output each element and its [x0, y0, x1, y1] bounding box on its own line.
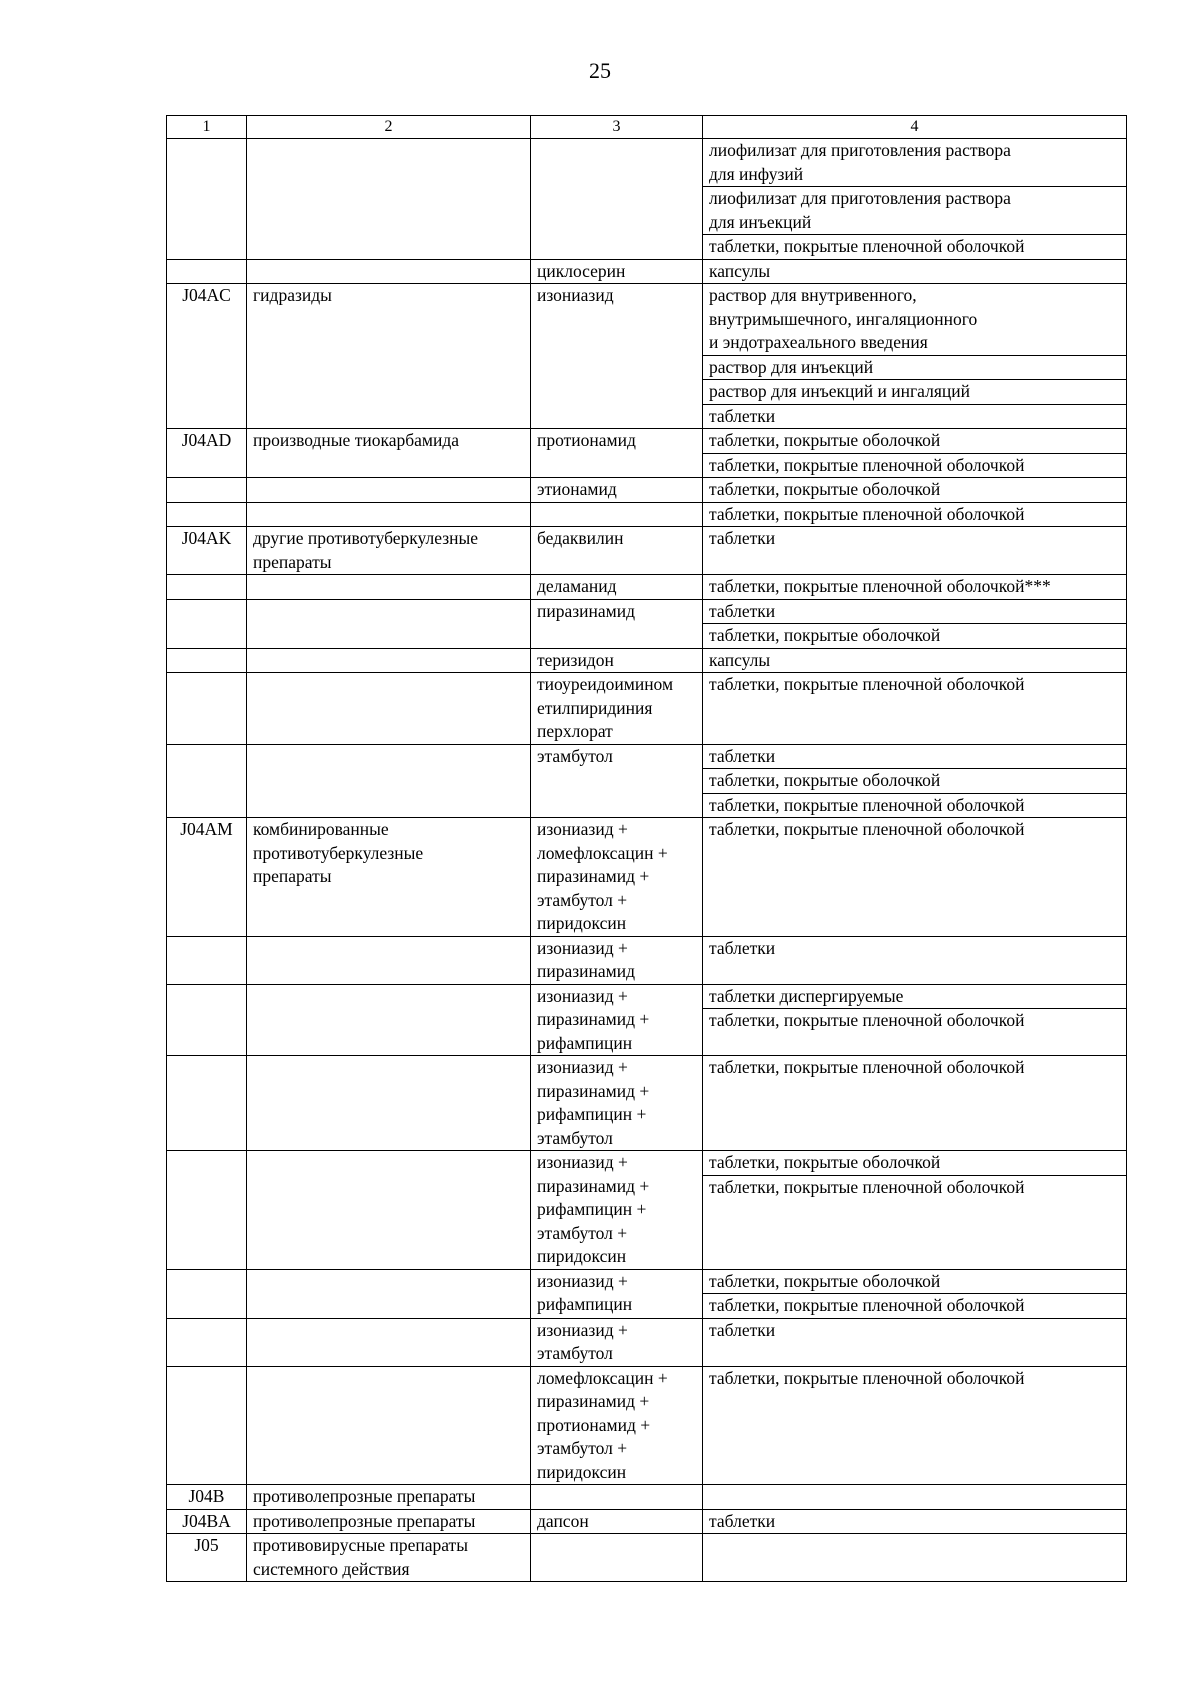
- table-row: [167, 1269, 1127, 1318]
- table-row: [167, 1318, 1127, 1366]
- dosage-form: таблетки: [709, 528, 776, 548]
- atc-code-cell: J04AC: [167, 284, 247, 429]
- table-row: [167, 259, 1127, 284]
- table-row: [167, 527, 1127, 575]
- group-name-cell: [247, 1056, 531, 1151]
- atc-code-cell: J04AD: [167, 429, 247, 478]
- dosage-form: [703, 1534, 1126, 1581]
- group-name-cell: [247, 478, 531, 503]
- dosage-forms-cell: [703, 936, 1127, 984]
- group-name-cell: [247, 1366, 531, 1485]
- drug-name-cell: изониазид + пиразинамид: [531, 936, 703, 984]
- group-name-cell: противовирусные препараты системного действия: [247, 1534, 531, 1582]
- atc-code-cell: [167, 1269, 247, 1318]
- header-col-2: 2: [247, 116, 531, 139]
- table-row: [167, 1485, 1127, 1510]
- group-name-cell: [247, 744, 531, 818]
- table-row: [167, 673, 1127, 745]
- dosage-form: таблетки, покрытые пленочной оболочкой: [709, 819, 1025, 839]
- dosage-form: таблетки: [709, 600, 776, 621]
- table-body: [167, 139, 1127, 1582]
- group-name-cell: производные тиокарбамида: [247, 429, 531, 478]
- dosage-form: таблетки, покрытые оболочкой: [709, 430, 941, 450]
- dosage-forms-cell: [703, 744, 1127, 818]
- group-name-cell: противолепрозные препараты: [247, 1509, 531, 1534]
- drug-name-cell: изониазид + рифампицин: [531, 1269, 703, 1318]
- dosage-forms-cell: [703, 1151, 1127, 1270]
- drug-name-cell: пиразинамид: [531, 599, 703, 648]
- table-row: [167, 1509, 1127, 1534]
- dosage-form: таблетки, покрытые пленочной оболочкой: [709, 1367, 1025, 1388]
- dosage-forms-cell: [703, 1485, 1127, 1510]
- header-col-3: 3: [531, 116, 703, 139]
- table-row: [167, 984, 1127, 1056]
- dosage-form: таблетки: [709, 1510, 776, 1531]
- group-name-cell: [247, 673, 531, 745]
- dosage-forms-cell: [703, 1056, 1127, 1151]
- atc-code-cell: J04AK: [167, 527, 247, 575]
- dosage-form: таблетки, покрытые пленочной оболочкой: [709, 503, 1025, 524]
- dosage-form: таблетки, покрытые пленочной оболочкой: [709, 674, 1025, 694]
- drug-name-cell: изониазид + пиразинамид + рифампицин + этамбутол + пиридоксин: [531, 1151, 703, 1270]
- dosage-forms-cell: [703, 1534, 1127, 1582]
- dosage-forms-cell: [703, 429, 1127, 478]
- group-name-cell: [247, 1151, 531, 1270]
- dosage-form: лиофилизат для приготовления раствора для инъекций: [703, 186, 1126, 234]
- dosage-forms-cell: [703, 1366, 1127, 1485]
- group-name-cell: [247, 648, 531, 673]
- drug-name-cell: этионамид: [531, 478, 703, 503]
- table-row: [167, 744, 1127, 818]
- group-name-cell: [247, 139, 531, 260]
- table-row: [167, 478, 1127, 503]
- group-name-cell: [247, 984, 531, 1056]
- table-row: [167, 1151, 1127, 1270]
- drug-name-cell: ломефлоксацин + пиразинамид + протионамид + этамбутол + пиридоксин: [531, 1366, 703, 1485]
- dosage-form: таблетки, покрытые пленочной оболочкой***: [709, 576, 1051, 596]
- drug-name-cell: бедаквилин: [531, 527, 703, 575]
- drug-name-cell: [531, 1485, 703, 1510]
- dosage-form: раствор для инъекций: [703, 355, 1126, 380]
- atc-code-cell: [167, 1056, 247, 1151]
- dosage-form: таблетки: [709, 937, 776, 958]
- atc-code-cell: [167, 1151, 247, 1270]
- group-name-cell: [247, 502, 531, 527]
- drug-name-cell: протионамид: [531, 429, 703, 478]
- dosage-forms-cell: [703, 527, 1127, 575]
- header-col-1: 1: [167, 116, 247, 139]
- table-row: [167, 1534, 1127, 1582]
- table-row: [167, 648, 1127, 673]
- drug-name-cell: [531, 502, 703, 527]
- dosage-form: таблетки, покрытые пленочной оболочкой: [703, 793, 1126, 818]
- atc-code-cell: J04AM: [167, 818, 247, 937]
- dosage-form: таблетки: [709, 1319, 776, 1340]
- drug-name-cell: теризидон: [531, 648, 703, 673]
- group-name-cell: [247, 1269, 531, 1318]
- drug-name-cell: дапсон: [531, 1509, 703, 1534]
- drug-name-cell: изониазид: [531, 284, 703, 429]
- table-row: [167, 818, 1127, 937]
- group-name-cell: [247, 599, 531, 648]
- atc-code-cell: [167, 502, 247, 527]
- group-name-cell: гидразиды: [247, 284, 531, 429]
- dosage-forms-cell: [703, 648, 1127, 673]
- atc-code-cell: [167, 575, 247, 600]
- atc-code-cell: [167, 259, 247, 284]
- dosage-forms-cell: [703, 1318, 1127, 1366]
- dosage-form: таблетки: [709, 745, 776, 766]
- atc-code-cell: J04BA: [167, 1509, 247, 1534]
- atc-code-cell: [167, 599, 247, 648]
- group-name-cell: [247, 259, 531, 284]
- table-row: [167, 284, 1127, 429]
- dosage-form: раствор для инъекций и ингаляций: [703, 379, 1126, 404]
- drug-name-cell: изониазид + этамбутол: [531, 1318, 703, 1366]
- group-name-cell: [247, 1318, 531, 1366]
- table-row: [167, 575, 1127, 600]
- dosage-forms-cell: [703, 139, 1127, 260]
- drug-name-cell: изониазид + ломефлоксацин + пиразинамид + этамбутол + пиридоксин: [531, 818, 703, 937]
- dosage-forms-cell: [703, 259, 1127, 284]
- dosage-form: таблетки, покрытые пленочной оболочкой: [703, 1175, 1126, 1200]
- atc-code-cell: [167, 478, 247, 503]
- drug-name-cell: циклосерин: [531, 259, 703, 284]
- atc-code-cell: [167, 1318, 247, 1366]
- group-name-cell: противолепрозные препараты: [247, 1485, 531, 1510]
- dosage-forms-cell: [703, 502, 1127, 527]
- dosage-forms-cell: [703, 673, 1127, 745]
- dosage-forms-cell: [703, 1269, 1127, 1318]
- dosage-forms-cell: [703, 1509, 1127, 1534]
- atc-code-cell: [167, 648, 247, 673]
- group-name-cell: другие противотуберкулезные препараты: [247, 527, 531, 575]
- atc-code-cell: [167, 1366, 247, 1485]
- atc-code-cell: [167, 984, 247, 1056]
- atc-code-cell: [167, 744, 247, 818]
- drug-name-cell: [531, 139, 703, 260]
- dosage-form: таблетки, покрытые пленочной оболочкой: [703, 1008, 1126, 1033]
- dosage-forms-cell: [703, 284, 1127, 429]
- dosage-form: таблетки диспергируемые: [709, 985, 904, 1006]
- table-row: [167, 429, 1127, 478]
- table-row: [167, 1366, 1127, 1485]
- dosage-form: таблетки, покрытые пленочной оболочкой: [709, 1057, 1025, 1077]
- table-row: [167, 1056, 1127, 1151]
- dosage-forms-cell: [703, 575, 1127, 600]
- drug-name-cell: деламанид: [531, 575, 703, 600]
- dosage-form: таблетки, покрытые пленочной оболочкой: [703, 453, 1126, 478]
- atc-code-cell: J04B: [167, 1485, 247, 1510]
- atc-code-cell: J05: [167, 1534, 247, 1582]
- medication-table: [166, 115, 1127, 1582]
- drug-name-cell: этамбутол: [531, 744, 703, 818]
- group-name-cell: [247, 936, 531, 984]
- dosage-form: лиофилизат для приготовления раствора для инфузий: [709, 140, 1011, 184]
- header-col-4: 4: [703, 116, 1127, 139]
- atc-code-cell: [167, 936, 247, 984]
- drug-name-cell: изониазид + пиразинамид + рифампицин: [531, 984, 703, 1056]
- dosage-forms-cell: [703, 984, 1127, 1056]
- group-name-cell: комбинированные противотуберкулезные препараты: [247, 818, 531, 937]
- dosage-form: таблетки, покрытые оболочкой: [703, 768, 1126, 793]
- page-number: 25: [589, 58, 611, 83]
- table-row: [167, 936, 1127, 984]
- drug-name-cell: тиоуреидоимином етилпиридиния перхлорат: [531, 673, 703, 745]
- table-row: [167, 502, 1127, 527]
- table-row: [167, 139, 1127, 260]
- dosage-form: таблетки, покрытые пленочной оболочкой: [703, 1293, 1126, 1318]
- dosage-forms-cell: [703, 818, 1127, 937]
- dosage-form: раствор для внутривенного, внутримышечного, ингаляционного и эндотрахеального введения: [709, 285, 978, 352]
- dosage-forms-cell: [703, 478, 1127, 503]
- drug-name-cell: изониазид + пиразинамид + рифампицин + этамбутол: [531, 1056, 703, 1151]
- dosage-form: таблетки, покрытые оболочкой: [709, 1152, 941, 1172]
- dosage-form: таблетки, покрытые оболочкой: [709, 1270, 941, 1291]
- table-row: [167, 599, 1127, 648]
- group-name-cell: [247, 575, 531, 600]
- dosage-form: капсулы: [709, 649, 771, 670]
- table-header-row: [167, 116, 1127, 139]
- dosage-form: таблетки, покрытые пленочной оболочкой: [703, 234, 1126, 259]
- dosage-forms-cell: [703, 599, 1127, 648]
- drug-name-cell: [531, 1534, 703, 1582]
- dosage-form: таблетки: [703, 404, 1126, 429]
- atc-code-cell: [167, 673, 247, 745]
- dosage-form: таблетки, покрытые оболочкой: [709, 479, 941, 499]
- atc-code-cell: [167, 139, 247, 260]
- dosage-form: таблетки, покрытые оболочкой: [703, 623, 1126, 648]
- dosage-form: капсулы: [709, 260, 771, 281]
